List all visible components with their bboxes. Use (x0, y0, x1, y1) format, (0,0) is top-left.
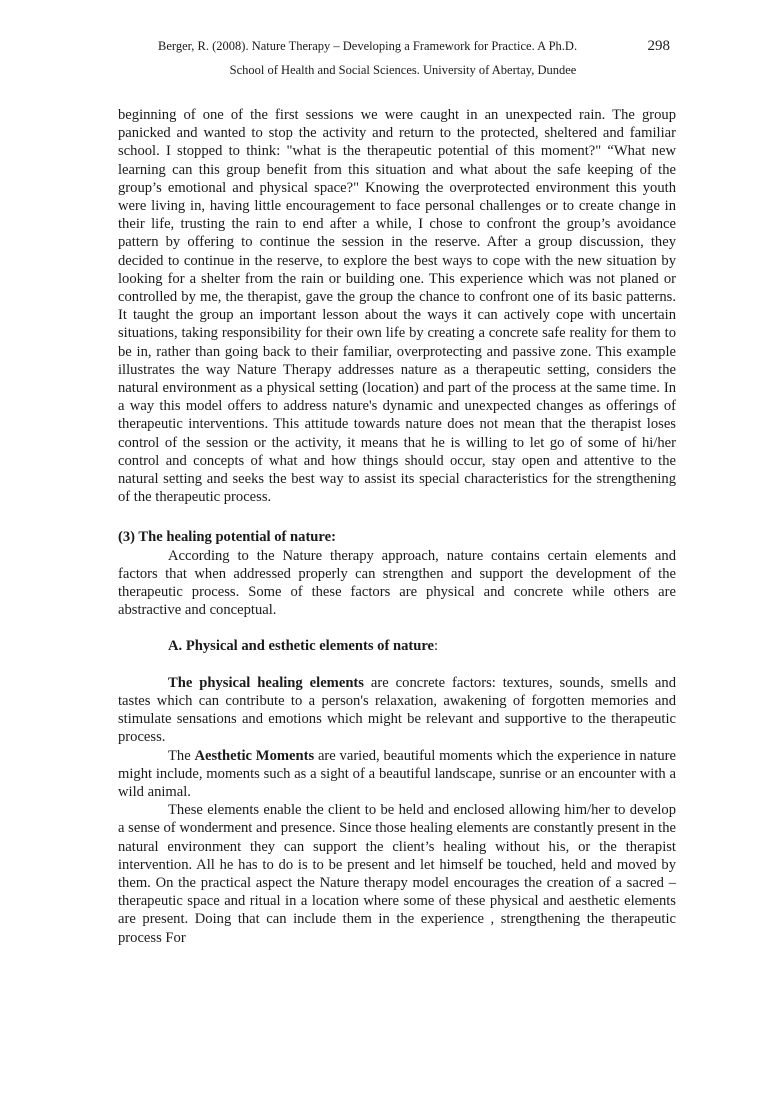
term-aesthetic-moments: Aesthetic Moments (194, 747, 315, 764)
physical-elements-text: are concrete factors: textures, sounds, smells and tastes which can contribute to a person's relaxation, awakening of forgotten memories and stimulate sensations and emotions which might be relevant and supportive to the therapeutic process. (118, 674, 676, 746)
header-line-1 (118, 34, 678, 58)
paragraph-physical-elements (118, 674, 676, 747)
term-physical-healing-elements: The physical healing elements (168, 674, 364, 691)
citation-text: Berger, R. (2008). Nature Therapy – Developing a Framework for Practice. A Ph.D. (158, 39, 578, 53)
section-heading-healing-potential: (3) The healing potential of nature: (118, 529, 336, 546)
page-body (118, 106, 676, 947)
aesthetic-text: are varied, beautiful moments which the experience in nature might include, moments such as a sight of a beautiful landscape, sunrise or an encounter with a wild animal. (118, 747, 677, 800)
paragraph-rain-example: beginning of one of the first sessions we were caught in an unexpected rain. The group panicked and wanted to stop the activity and return to the protected, sheltered and familiar school. I stopped to think: "what is the therapeutic potential of this moment?" “What new learning can this group benefit from this situation and what about the safe keeping of the group’s emotional and physical space?" Knowing the overprotected environment this youth were living in, having little encouragement to face personal challenges or to create change in their life, trusting the rain to end after a while, I chose to confront the group’s avoidance pattern by offering to continue the session in the reserve. After a group discussion, they decided to continue in the reserve, to explore the best ways to cope with the new situation by looking for a shelter from the rain or building one. This experience which was not planed or controlled by me, the therapist, gave the group the chance to confront one of its basic patterns. It taught the group an important lesson about the ways it can actively cope with uncertain situations, taking responsibility for their own life by creating a concrete safe reality for them to be in, rather than going back to their familiar, overprotecting and passive zone. This example illustrates the way Nature Therapy addresses nature as a therapeutic setting, considers the natural environment as a physical setting (location) and part of the process at the same time. In a way this model offers to address nature's dynamic and unexpected changes as offerings of therapeutic interventions. This attitude towards nature does not mean that the therapist loses control of the session or the activity, it means that he is willing to let go of some of hi/her control and concepts of what and how things should occur, stay open and attentive to the natural setting and seeks the best way to assist its special characteristics for the strengthening of the therapeutic process. (118, 107, 676, 506)
aesthetic-prefix: The (168, 747, 195, 764)
subheading-physical-esthetic (118, 637, 676, 655)
paragraph-elements-enable: These elements enable the client to be held and enclosed allowing him/her to develop a sense of wonderment and presence. Since those healing elements are constantly present in the natural environment they can support the client’s healing without his, or the therapist intervention. All he has to do is to be present and let himself be touched, held and moved by them. On the practical aspect the Nature therapy model encourages the creation of a sacred – therapeutic space and ritual in a location where some of these physical and aesthetic elements are present. Doing that can include them in the experience , strengthening the therapeutic process For (118, 802, 676, 946)
institution-text: School of Health and Social Sciences. University of Abertay, Dundee (229, 63, 577, 77)
paragraph-aesthetic-moments (118, 747, 676, 802)
page-header (118, 34, 678, 82)
subheading-text: A. Physical and esthetic elements of nature (168, 638, 435, 655)
page-number: 298 (647, 38, 670, 54)
paragraph-healing-intro: According to the Nature therapy approach, nature contains certain elements and factors that when addressed properly can strengthen and support the development of the therapeutic process. Some of these factors are physical and concrete while others are abstractive and conceptual. (118, 547, 676, 619)
subheading-colon: : (434, 638, 439, 655)
